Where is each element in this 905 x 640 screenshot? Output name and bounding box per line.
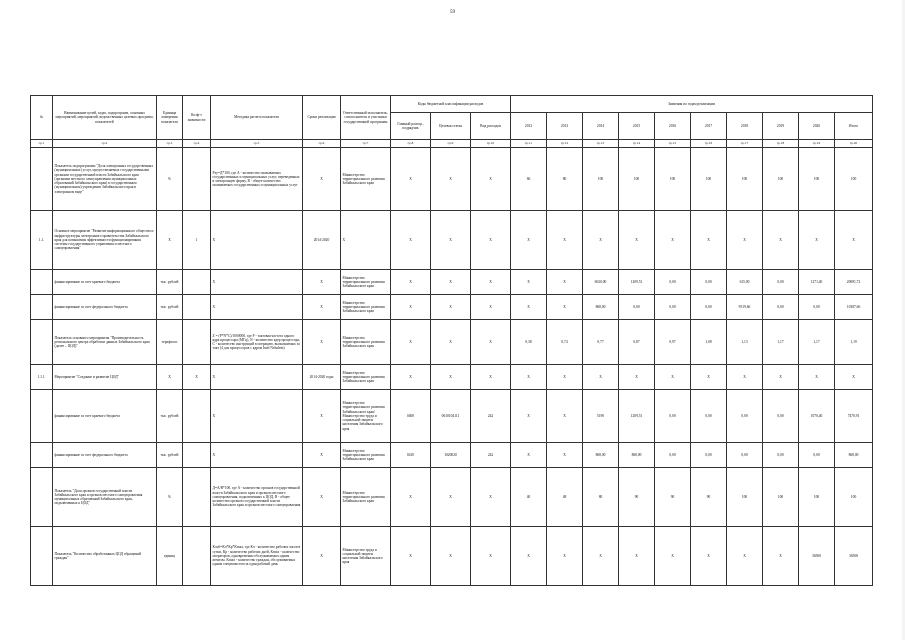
table-cell: Х [691,527,727,586]
table-cell: 242 [471,390,511,443]
table-cell: 10387,66 [835,295,873,320]
table-cell [31,527,53,586]
table-cell: 40 [511,468,547,527]
table-cell: финансирование за счет краевого бюджета [53,270,157,295]
table-cell: 1.1. [31,211,53,270]
table-cell: Основное мероприятие "Развитие информационного общества и инфраструктуры электронного правительства Забайкальского края для повышения эффективности функционирования системы государственного управления и местного самоуправления" [53,211,157,270]
table-cell: Х [835,365,873,390]
page-number: 59 [450,10,455,15]
header-year: 2019 [763,113,799,140]
table-cell: Х [157,365,183,390]
header-period: Сроки реализации [303,96,341,140]
table-cell: 0,00 [763,443,799,468]
table-cell [31,270,53,295]
table-cell: Х [303,390,341,443]
table-cell: 1,08 [691,320,727,365]
table-cell: Х [835,211,873,270]
table-cell: 0,00 [727,443,763,468]
table-cell: 868,00 [583,295,619,320]
table-cell [183,443,211,468]
header-coefficient: Коэф-т значимости [183,96,211,140]
table-row [31,443,873,468]
table-cell: Х [303,270,341,295]
table-cell: 1,17 [799,320,835,365]
table-cell: 100 [691,148,727,211]
table-cell: Х [547,211,583,270]
table-cell: 7470,91 [835,390,873,443]
table-cell: 80 [547,148,583,211]
table-cell: 615,00 [727,270,763,295]
header-year: 2020 [799,113,835,140]
header-year: 2012 [511,113,547,140]
header-row-1 [31,96,873,113]
column-number: гр.4 [183,140,211,148]
table-cell: финансирование за счет краевого бюджета [53,390,157,443]
column-number: гр.6 [303,140,341,148]
table-cell: Х [391,148,431,211]
table-cell: 60 [511,148,547,211]
table-cell: 1209,51 [619,390,655,443]
table-cell: Х [211,365,303,390]
header-unit: Единица измерения показателя [157,96,183,140]
table-body [31,148,873,586]
table-cell: Мероприятие "Создание и развитие ЦОД" [53,365,157,390]
table-cell: 0,00 [691,390,727,443]
column-number: гр.17 [727,140,763,148]
column-number: гр.5 [211,140,303,148]
table-row [31,365,873,390]
table-cell: Министерство территориального развития Забайкальского края [341,270,391,295]
table-cell: 1020020 [431,443,471,468]
table-cell: 2014-2020 годы [303,365,341,390]
table-cell: Х [691,365,727,390]
column-number: гр.8 [391,140,431,148]
table-cell: 0,00 [763,295,799,320]
table-cell: 100 [727,148,763,211]
table-cell: Х [391,365,431,390]
table-cell: 90 [691,468,727,527]
table-cell [183,527,211,586]
table-cell: Показатель подпрограммы "Доля электронных государственных (муниципальных) услуг, предоставляемых государственными органами государственной власти Забайкальского края (органами местного самоуправления муниципальных образований Забайкальского края) в государственном (муниципальном) учреждении Забайкальского края в электронном виде" [53,148,157,211]
table-cell: Министерство территориального развития Забайкальского края [341,443,391,468]
table-cell: Х [471,295,511,320]
table-cell: Х [211,443,303,468]
table-cell: Х [655,211,691,270]
table-cell: 36500 [835,527,873,586]
table-cell: Х [303,527,341,586]
table-row [31,148,873,211]
table-cell: 0,00 [655,270,691,295]
table-cell: 1,19 [835,320,873,365]
table-cell: 0,00 [655,390,691,443]
table-cell: 868,00 [583,443,619,468]
table-cell: 5190 [583,390,619,443]
table-cell: 100 [727,468,763,527]
header-name: Наименование целей, задач, подпрограмм, основных мероприятий, мероприятий, ведомственных целевых программ, показателей [53,96,157,140]
table-cell: % [157,148,183,211]
table-cell: 80 [583,468,619,527]
table-cell: Кчоб=Кч*Кр*Kmax, где Кч - количество рабочих часов в сутки, Кр - количество рабочих дней, Kmax - количество операторов, одновременно обслуживаемых одним агентом. Kmax - количество граждан, обслуживаемых одним специалистом за один рабочий день [211,527,303,586]
table-cell: 868,00 [835,443,873,468]
table-cell: 90 [655,468,691,527]
table-cell: Х [341,211,391,270]
table-cell [183,295,211,320]
table-cell: 1271,40 [799,270,835,295]
table-cell: 0,00 [691,443,727,468]
table-cell: тыс. рублей [157,443,183,468]
table-cell: 100 [619,148,655,211]
table-cell [183,320,211,365]
table-cell: 1,13 [727,320,763,365]
table-cell: 1209,51 [619,270,655,295]
table-cell: 0610104111 [431,390,471,443]
header-expense-type: Вид расходов [471,113,511,140]
table-cell: 0,00 [691,295,727,320]
table-cell: 1,17 [763,320,799,365]
table-cell: 48 [547,468,583,527]
table-cell: Х [157,211,183,270]
table-cell: 0,87 [619,320,655,365]
table-cell: 20081,72 [835,270,873,295]
header-budget-codes: Коды бюджетной классификации расходов [391,96,511,113]
table-row [31,468,873,527]
table-cell: 0,00 [727,390,763,443]
table-cell: Х [471,365,511,390]
table-cell: Министерство территориального развития Забайкальского края [341,320,391,365]
table-cell: Х [471,468,511,527]
table-cell: Х [303,468,341,527]
table-cell: Х [583,211,619,270]
table-cell: 36500 [799,527,835,586]
table-cell: Показатель "Количество обработанных ЦОД обращений граждан" [53,527,157,586]
table-cell: 100 [655,148,691,211]
table-cell: 0,00 [799,443,835,468]
table-cell [183,390,211,443]
table-cell: 9519,66 [727,295,763,320]
table-cell: 0,97 [655,320,691,365]
table-cell: 100 [835,148,873,211]
table-cell: Х [471,320,511,365]
table-cell: Х [511,365,547,390]
table-cell: Д=А/В*100, где А - количество органов государственной власти Забайкальского края и органов местного самоуправления, подключенных к ЦОД, В - общее количество органов государственной власти Забайкальского края и органов местного самоуправления [211,468,303,527]
table-cell: 0,00 [655,443,691,468]
table-cell: Х [391,468,431,527]
column-number-row [31,140,873,148]
table-cell [31,320,53,365]
table-cell: 0,74 [547,320,583,365]
column-number: гр.15 [655,140,691,148]
table-cell [183,468,211,527]
table-cell: 0,00 [763,270,799,295]
table-cell: Х [431,270,471,295]
header-number: № [31,96,53,140]
table-cell: единиц [157,527,183,586]
table-row [31,527,873,586]
header-values-by-year: Значения по годам реализации [511,96,873,113]
table-cell: Министерство территориального развития Забайкальского края/Министерство труда и социальной защиты населения Забайкальского края [341,390,391,443]
table-cell: Х [727,527,763,586]
header-target-article: Целевая статья [431,113,471,140]
column-number: гр.3 [157,140,183,148]
table-cell: 6020,00 [583,270,619,295]
table-cell: 100 [583,148,619,211]
table-cell: Х [547,527,583,586]
table-cell: 100 [799,468,835,527]
table-cell [31,468,53,527]
column-number: гр.1 [31,140,53,148]
column-number: гр.7 [341,140,391,148]
table-cell: финансирование за счет федерального бюджета [53,443,157,468]
table-cell: Х [547,365,583,390]
table-cell: Х [431,468,471,527]
header-year: 2013 [547,113,583,140]
table-cell: Х [691,211,727,270]
table-cell: 100 [835,468,873,527]
column-number: гр.14 [619,140,655,148]
table-cell: Х [431,365,471,390]
table-row [31,270,873,295]
column-number: гр.20 [835,140,873,148]
table-cell: Х [431,320,471,365]
table-cell: 0,00 [691,270,727,295]
program-indicators-table [30,95,873,586]
table-cell: Рэу=Д*100, где А - количество оказываемых государственных и муниципальных услуг, переведенных в электронную форму, В - общее количество оказываемых государственных и муниципальных услуг [211,148,303,211]
table-cell: Х [183,365,211,390]
table-cell: тыс. рублей [157,390,183,443]
table-cell: терафлопс [157,320,183,365]
table-cell: 0400 [391,390,431,443]
column-number: гр.18 [763,140,799,148]
table-cell: Х [619,211,655,270]
table-cell: тыс. рублей [157,295,183,320]
table-cell: Х [727,365,763,390]
table-cell: Х [619,365,655,390]
table-cell: 1070,40 [799,390,835,443]
header-year: 2014 [583,113,619,140]
table-cell: Х [511,270,547,295]
table-cell: Показатель основного мероприятия "Производительность регионального центра обработки данных Забайкальского края (далее – ЦОД)" [53,320,157,365]
table-cell: Х [211,211,303,270]
table-cell: 0,00 [799,295,835,320]
table-cell [183,270,211,295]
table-cell: 1 [183,211,211,270]
table-cell: Х [583,365,619,390]
table-cell: Х [303,443,341,468]
table-cell: Х [303,320,341,365]
table-cell: Министерство территориального развития Забайкальского края [341,468,391,527]
table-cell: Х [391,320,431,365]
table-cell: Показатель "Доля органов государственной власти Забайкальского края и органов местного самоуправления муниципальных образований Забайкальского края, подключенных к ЦОД" [53,468,157,527]
column-number: гр.16 [691,140,727,148]
table-cell: Х [511,390,547,443]
table-cell: Х [211,295,303,320]
table-cell: Министерство территориального развития Забайкальского края [341,295,391,320]
table-cell: 0,77 [583,320,619,365]
column-number: гр.11 [511,140,547,148]
column-number: гр.13 [583,140,619,148]
table-cell: 868,00 [619,443,655,468]
table-cell: Х [431,148,471,211]
column-number: гр.19 [799,140,835,148]
table-cell: 1.1.1. [31,365,53,390]
table-cell: Х [431,211,471,270]
table-cell: 0,00 [619,295,655,320]
header-year: 2015 [619,113,655,140]
table-cell: Х [391,295,431,320]
table-cell: Х [763,527,799,586]
table-cell: 100 [763,468,799,527]
table-cell: 0410 [391,443,431,468]
table-cell: Х [547,443,583,468]
table-cell: Х [303,148,341,211]
table-cell: Х [799,211,835,270]
table-cell: Х [391,211,431,270]
table-cell: Х [619,527,655,586]
column-number: гр.2 [53,140,157,148]
header-year: 2018 [727,113,763,140]
table-cell: 100 [799,148,835,211]
table-cell [31,148,53,211]
table-cell: Х [511,527,547,586]
header-year: 2017 [691,113,727,140]
table-cell: 0,00 [655,295,691,320]
table-cell: 242 [471,443,511,468]
table-cell: Х [471,148,511,211]
table-cell: % [157,468,183,527]
table-cell [31,443,53,468]
table-cell: Х [511,443,547,468]
table-cell: Х [303,295,341,320]
table-cell: Х [471,211,511,270]
table-cell: тыс. рублей [157,270,183,295]
header-method: Методика расчета показателя [211,96,303,140]
table-cell: Х [655,527,691,586]
table-row [31,295,873,320]
table-cell: Министерство труда и социальной защиты населения Забайкальского края [341,527,391,586]
header-executor: Ответственный исполнитель, соисполнитель и участники государственной программы [341,96,391,140]
table-cell: Х [799,365,835,390]
table-cell: 0,00 [763,390,799,443]
table-cell: финансирование за счет федерального бюджета [53,295,157,320]
table-cell: Х [471,527,511,586]
table-cell: Х [655,365,691,390]
table-cell: Х [391,527,431,586]
header-year: 2016 [655,113,691,140]
table-cell: Х [583,527,619,586]
table-cell [31,295,53,320]
table-cell: Z = (Р*N*С)/1000000, где Р - тактовая частота одного ядра процессора (МГц), N - количество ядер процессора, С - количество инструкций в операцию, выполняемых за такт (4 для процессоров с ядром Intel Nehalem) [211,320,303,365]
table-cell: Х [727,211,763,270]
table-cell: Х [471,270,511,295]
table-cell: 0,38 [511,320,547,365]
table-cell: Х [547,270,583,295]
table-cell: Х [391,270,431,295]
table-cell: 90 [619,468,655,527]
table-cell: Х [511,295,547,320]
table-cell: Х [763,211,799,270]
table-cell: Министерство территориального развития Забайкальского края [341,365,391,390]
table-cell: Х [547,295,583,320]
table-cell: Х [763,365,799,390]
table-cell: 100 [763,148,799,211]
table-cell: Х [431,527,471,586]
table-cell: Х [431,295,471,320]
table-cell: Х [211,390,303,443]
column-number: гр.12 [547,140,583,148]
table-row [31,320,873,365]
header-grbs: Главный распор., подрядчик [391,113,431,140]
table-cell: Х [547,390,583,443]
header-total: Итого [835,113,873,140]
table-row [31,211,873,270]
table-cell: Министерство территориального развития Забайкальского края [341,148,391,211]
table-row [31,390,873,443]
column-number: гр.10 [471,140,511,148]
table-cell [183,148,211,211]
table-cell: Х [211,270,303,295]
table-cell [31,390,53,443]
column-number: гр.9 [431,140,471,148]
table-cell: Х [511,211,547,270]
table-cell: 2014-2020 [303,211,341,270]
